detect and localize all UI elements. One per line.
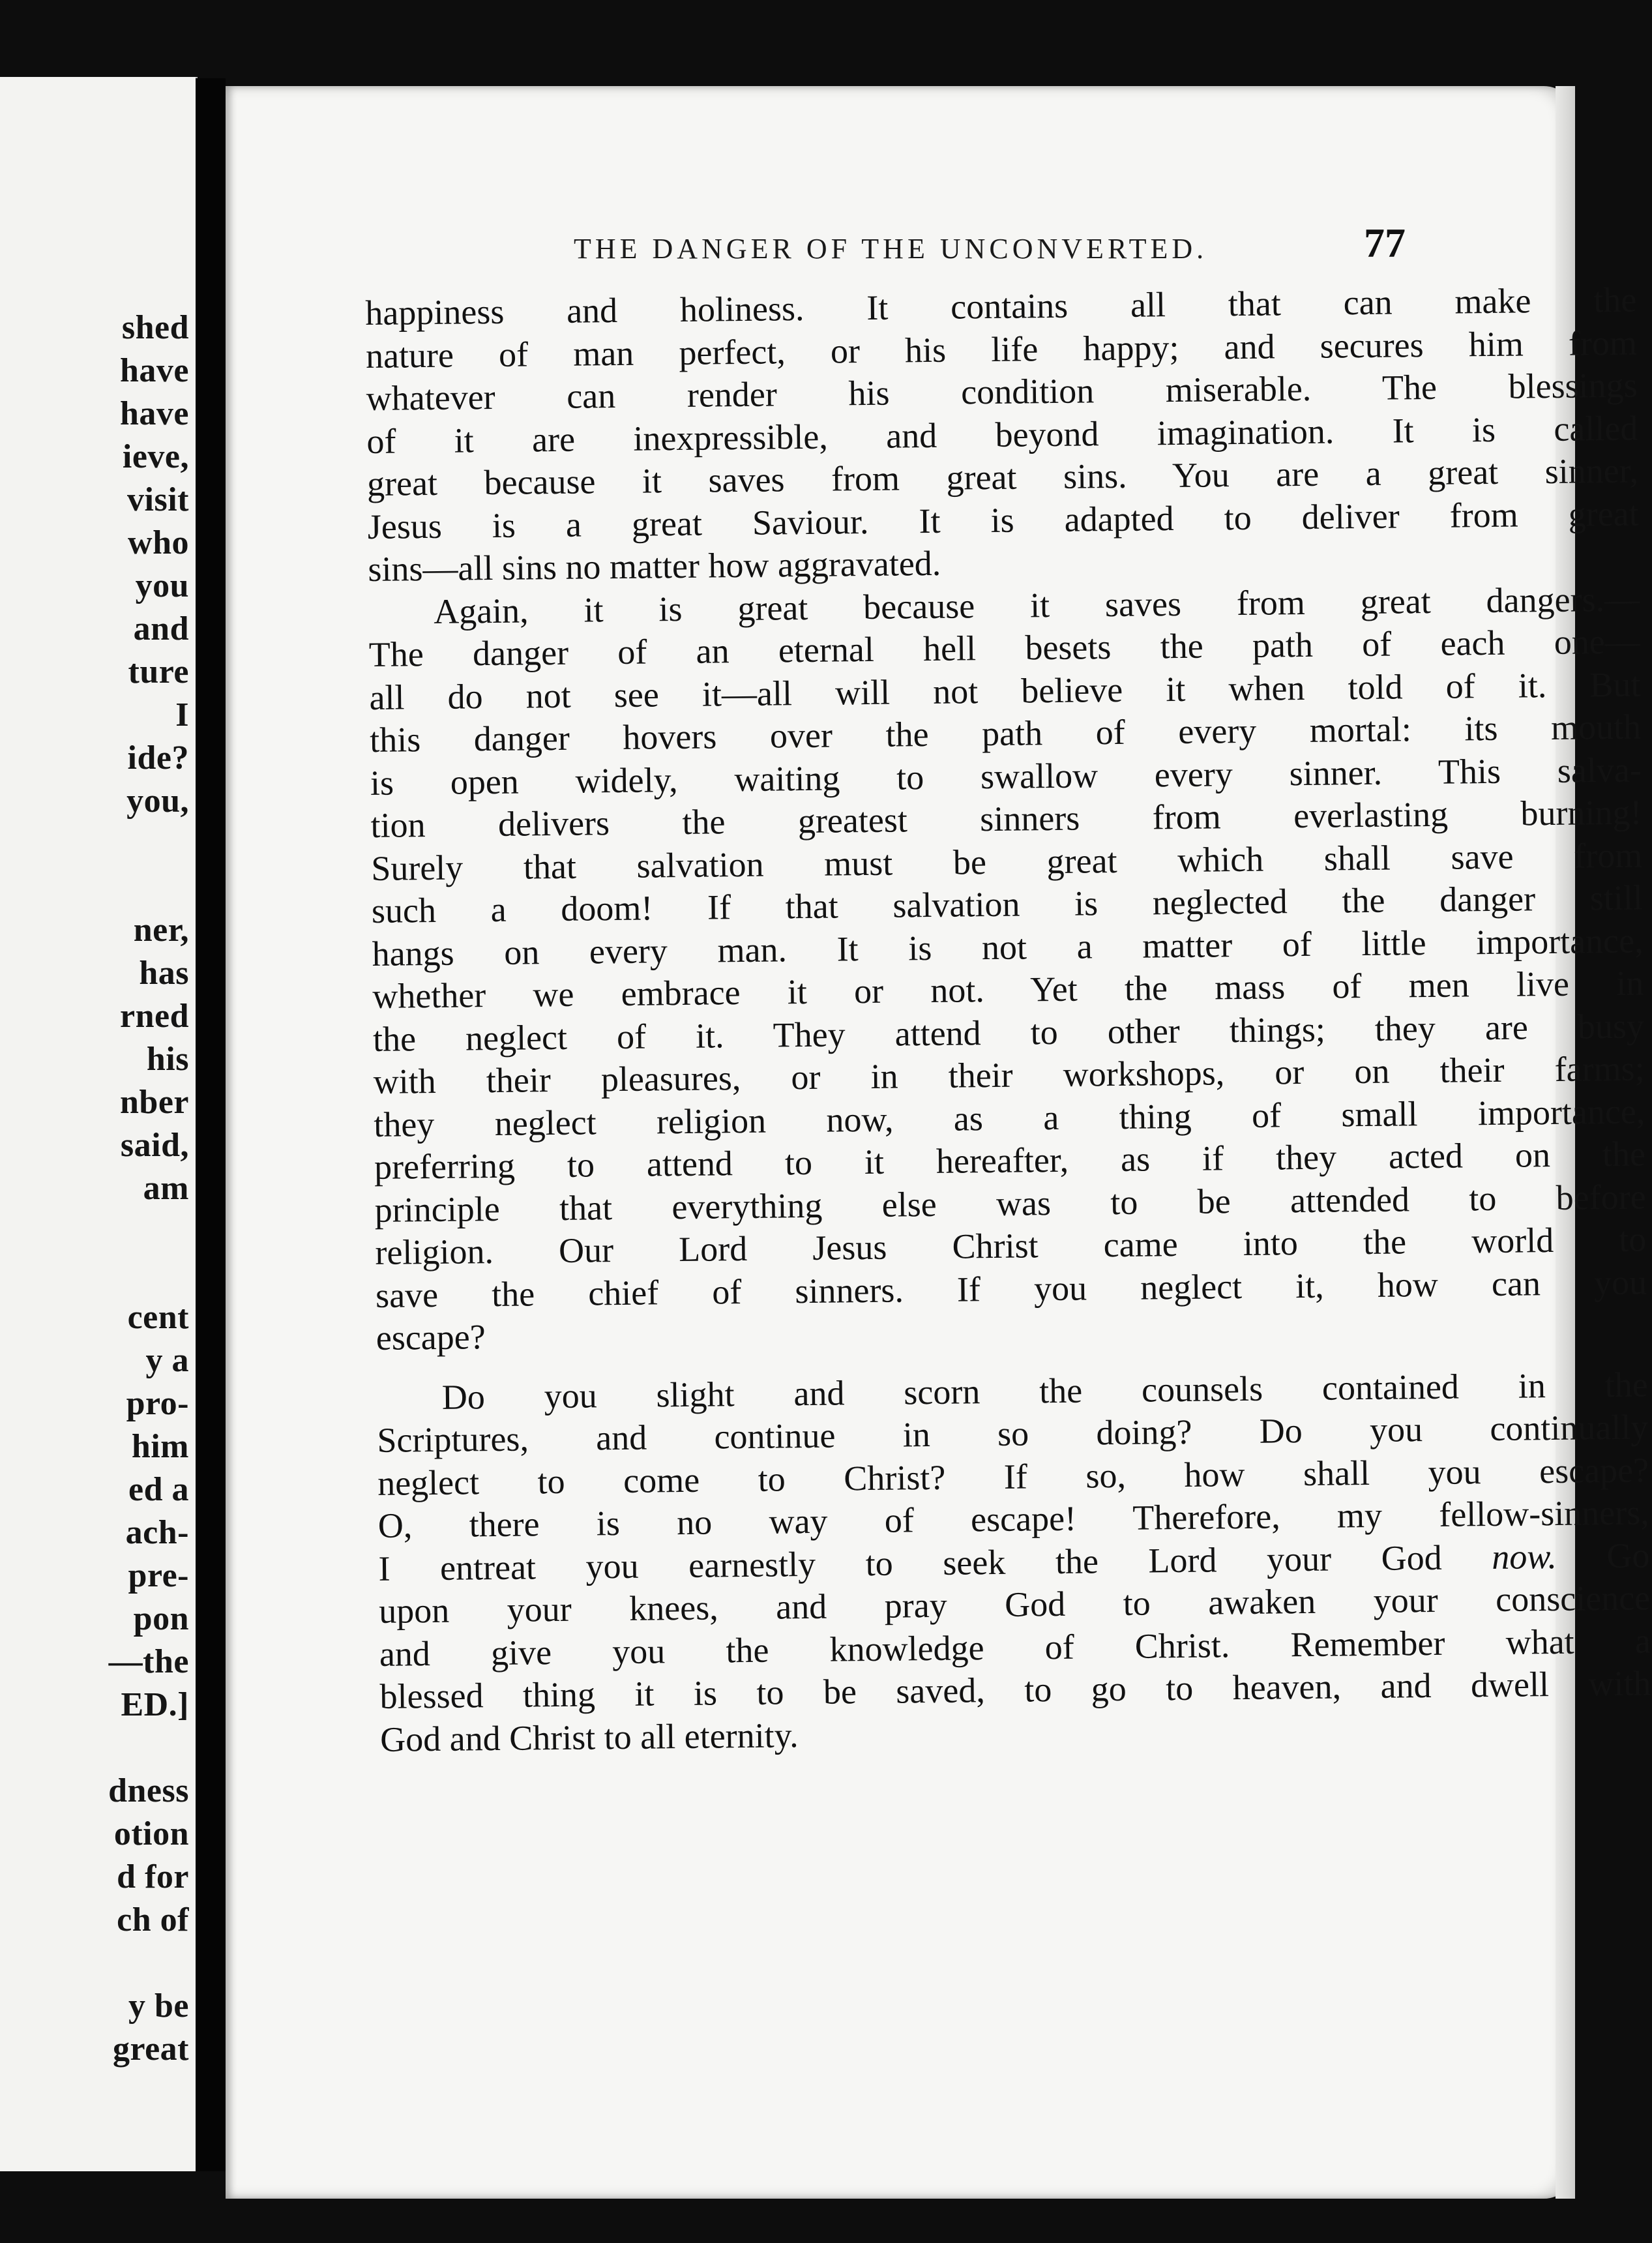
left-page-fragment: d for (117, 1858, 189, 1895)
left-page-fragment: you (135, 567, 189, 604)
left-page-fragment (0, 823, 189, 866)
body-text (365, 279, 1651, 1761)
left-page-fragment: dness (108, 1772, 189, 1809)
text-line: all do not see it—all will not believe it when told of it. But (369, 664, 1641, 717)
left-page-fragment: who (128, 524, 189, 561)
text-line: this danger hovers over the path of every mortal: its mouth (369, 707, 1642, 760)
text-line: sins—all sins no matter how aggravated. (368, 543, 941, 589)
left-page-fragment: have (120, 352, 189, 389)
text-line: whether we embrace it or not. Yet the mass of men live in (372, 963, 1644, 1016)
text-line: religion. Our Lord Jesus Christ came into the world to (375, 1219, 1647, 1272)
page-number: 77 (1364, 220, 1406, 266)
running-head: THE DANGER OF THE UNCONVERTED. (574, 233, 1208, 265)
left-page-fragment: visit (127, 481, 189, 518)
text-line: O, there is no way of escape! Therefore, my fellow-sinners, (377, 1493, 1650, 1545)
left-page-fragment (0, 1942, 189, 1985)
text-line: and give you the knowledge of Christ. Remember what a (379, 1620, 1651, 1674)
left-page-fragment: y a (145, 1342, 189, 1379)
text-line: God and Christ to all eternity. (379, 1715, 799, 1759)
left-page-fragment: ach- (125, 1514, 189, 1551)
left-page-fragment (0, 1253, 189, 1296)
text-line: Do you slight and scorn the counsels contained in the (441, 1364, 1648, 1417)
left-page-text (0, 306, 189, 2071)
left-page-fragment: pon (133, 1600, 189, 1637)
left-page-fragment: nber (120, 1084, 189, 1121)
left-page-fragment: ieve, (122, 438, 189, 475)
text-segment: I entreat you earnestly to seek the Lord your God (378, 1537, 1442, 1588)
text-line: Again, it is great because it saves from great dangers.— (433, 579, 1640, 631)
text-line: tion delivers the greatest sinners from everlasting burning! (370, 792, 1642, 845)
left-page-fragment: I (175, 696, 189, 734)
text-line: with their pleasures, or in their workshops, or on their farms; (373, 1048, 1645, 1101)
left-page-fragment: have (120, 395, 189, 432)
text-line: whatever can render his condition miserable. The blessings (366, 365, 1638, 418)
left-page-fragment: has (139, 955, 189, 992)
left-page-fragment: pre- (128, 1557, 189, 1594)
text-line: Surely that salvation must be great which shall save from (370, 835, 1643, 888)
left-page-fragment: ED.] (121, 1686, 189, 1723)
text-line: upon your knees, and pray God to awaken your conscience (378, 1578, 1651, 1631)
left-page-fragment (0, 1210, 189, 1253)
text-line: neglect to come to Christ? If so, how shall you escape? (377, 1449, 1649, 1503)
left-page-fragment: him (131, 1428, 189, 1465)
text-line: The danger of an eternal hell besets the path of each one— (368, 621, 1641, 674)
left-page-fragment: ture (128, 653, 189, 691)
emphasis-now: now. (1491, 1536, 1557, 1577)
book-gutter (196, 78, 226, 2171)
left-page-fragment: you, (126, 782, 189, 820)
left-page-fragment (0, 1727, 189, 1770)
text-line: Scriptures, and continue in so doing? Do you continually (377, 1407, 1649, 1460)
text-line: blessed thing it is to be saved, to go to heaven, and dwell with (379, 1663, 1651, 1716)
left-page-fragment: ide? (127, 739, 189, 777)
left-page-fragment: said, (120, 1127, 189, 1164)
text-line: preferring to attend to it hereafter, as if they acted on the (374, 1134, 1646, 1187)
left-page-fragment: otion (113, 1815, 189, 1852)
right-page (226, 86, 1651, 2199)
text-line: nature of man perfect, or his life happy; and secures him from (365, 323, 1638, 376)
left-page-fragment: great (112, 2030, 189, 2068)
text-line: Jesus is a great Saviour. It is adapted to deliver from great (367, 494, 1639, 546)
left-page (0, 77, 198, 2171)
left-page-fragment (0, 866, 189, 909)
text-line: principle that everything else was to be attended to before (374, 1177, 1646, 1230)
text-line: escape? (376, 1317, 486, 1358)
left-page-fragment: —the (108, 1643, 189, 1680)
text-line: happiness and holiness. It contains all that can make the (365, 280, 1637, 333)
left-page-fragment: cent (127, 1299, 189, 1336)
left-page-fragment: rned (120, 998, 189, 1035)
text-line: is open widely, waiting to swallow every sinner. This salva- (370, 750, 1642, 803)
text-line: hangs on every man. It is not a matter of little importance, (372, 921, 1644, 973)
text-line: save the chief of sinners. If you neglect it, how can you (375, 1262, 1647, 1315)
text-line: great because it saves from great sins. You are a great sinner, (366, 451, 1639, 503)
text-segment: Go (1606, 1535, 1650, 1575)
left-page-fragment: ch of (117, 1901, 189, 1938)
left-page-fragment: his (146, 1041, 189, 1078)
text-line: such a doom! If that salvation is neglected the danger still (371, 878, 1644, 930)
text-line: they neglect religion now, as a thing of small importance, (374, 1092, 1645, 1144)
left-page-fragment: am (143, 1170, 189, 1207)
left-page-fragment: shed (121, 309, 189, 346)
text-line: the neglect of it. They attend to other things; they are busy (372, 1006, 1645, 1059)
text-line: of it are inexpressible, and beyond imagination. It is called (366, 408, 1638, 461)
left-page-fragment: ner, (133, 912, 189, 949)
left-page-fragment: y be (128, 1987, 189, 2025)
left-page-fragment: and (133, 610, 189, 647)
left-page-fragment: ed a (128, 1471, 189, 1508)
left-page-fragment: pro- (126, 1385, 189, 1422)
